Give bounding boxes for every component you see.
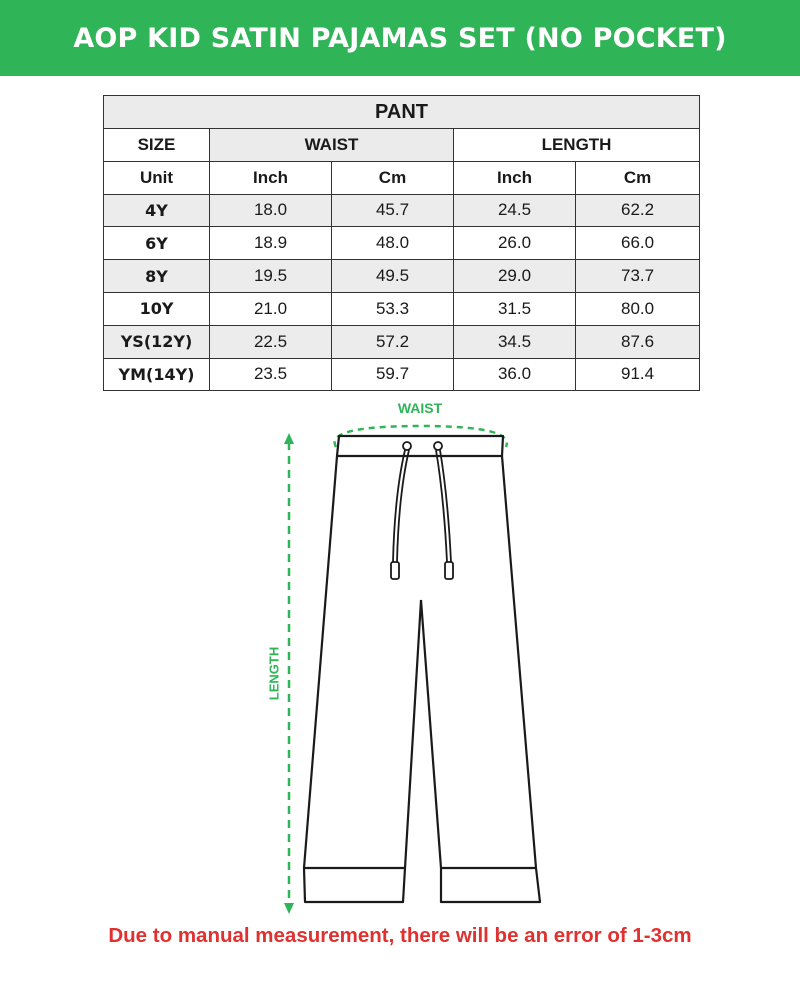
length-cm-cell: 73.7 bbox=[576, 260, 700, 293]
length-cm-cell: 80.0 bbox=[576, 292, 700, 325]
waist-inch-cell: 18.0 bbox=[210, 194, 332, 227]
length-inch-cell: 24.5 bbox=[454, 194, 576, 227]
length-inch-cell: 31.5 bbox=[454, 292, 576, 325]
table-row bbox=[104, 260, 700, 293]
waist-cm-cell: 49.5 bbox=[332, 260, 454, 293]
waist-header: WAIST bbox=[210, 129, 454, 162]
size-cell: YM(14Y) bbox=[104, 358, 210, 391]
length-cm-cell: 66.0 bbox=[576, 227, 700, 260]
table-row bbox=[104, 194, 700, 227]
page-title: AOP KID SATIN PAJAMAS SET (NO POCKET) bbox=[73, 22, 727, 54]
unit-waist-cm: Cm bbox=[332, 161, 454, 194]
waist-inch-cell: 18.9 bbox=[210, 227, 332, 260]
length-inch-cell: 34.5 bbox=[454, 325, 576, 358]
size-cell: 10Y bbox=[104, 292, 210, 325]
waist-cm-cell: 57.2 bbox=[332, 325, 454, 358]
length-inch-cell: 29.0 bbox=[454, 260, 576, 293]
waist-inch-cell: 21.0 bbox=[210, 292, 332, 325]
waist-cm-cell: 59.7 bbox=[332, 358, 454, 391]
waist-cm-cell: 48.0 bbox=[332, 227, 454, 260]
table-row bbox=[104, 358, 700, 391]
waist-cm-cell: 53.3 bbox=[332, 292, 454, 325]
table-row bbox=[104, 325, 700, 358]
length-inch-cell: 26.0 bbox=[454, 227, 576, 260]
length-header: LENGTH bbox=[454, 129, 700, 162]
waist-inch-cell: 22.5 bbox=[210, 325, 332, 358]
waist-label: WAIST bbox=[397, 400, 443, 416]
unit-length-cm: Cm bbox=[576, 161, 700, 194]
waist-measure-line bbox=[335, 426, 507, 447]
drawstring bbox=[391, 442, 453, 579]
length-cm-cell: 62.2 bbox=[576, 194, 700, 227]
pants-outline bbox=[304, 436, 540, 902]
unit-waist-inch: Inch bbox=[210, 161, 332, 194]
table-row bbox=[104, 227, 700, 260]
measurement-note: Due to manual measurement, there will be an error of 1-3cm bbox=[108, 924, 692, 947]
title-banner bbox=[0, 0, 800, 76]
waist-inch-cell: 19.5 bbox=[210, 260, 332, 293]
size-cell: 6Y bbox=[104, 227, 210, 260]
size-cell: 8Y bbox=[104, 260, 210, 293]
size-chart-table bbox=[103, 95, 700, 391]
unit-header: Unit bbox=[104, 161, 210, 194]
unit-length-inch: Inch bbox=[454, 161, 576, 194]
size-cell: 4Y bbox=[104, 194, 210, 227]
table-title-row bbox=[104, 96, 700, 129]
waist-inch-cell: 23.5 bbox=[210, 358, 332, 391]
table-row bbox=[104, 292, 700, 325]
unit-row bbox=[104, 161, 700, 194]
table-header-row bbox=[104, 129, 700, 162]
table-title: PANT bbox=[104, 96, 700, 129]
size-cell: YS(12Y) bbox=[104, 325, 210, 358]
size-header: SIZE bbox=[104, 129, 210, 162]
length-cm-cell: 91.4 bbox=[576, 358, 700, 391]
length-measure-arrow bbox=[284, 433, 294, 914]
length-label: LENGTH bbox=[266, 646, 282, 701]
length-cm-cell: 87.6 bbox=[576, 325, 700, 358]
waist-cm-cell: 45.7 bbox=[332, 194, 454, 227]
length-inch-cell: 36.0 bbox=[454, 358, 576, 391]
